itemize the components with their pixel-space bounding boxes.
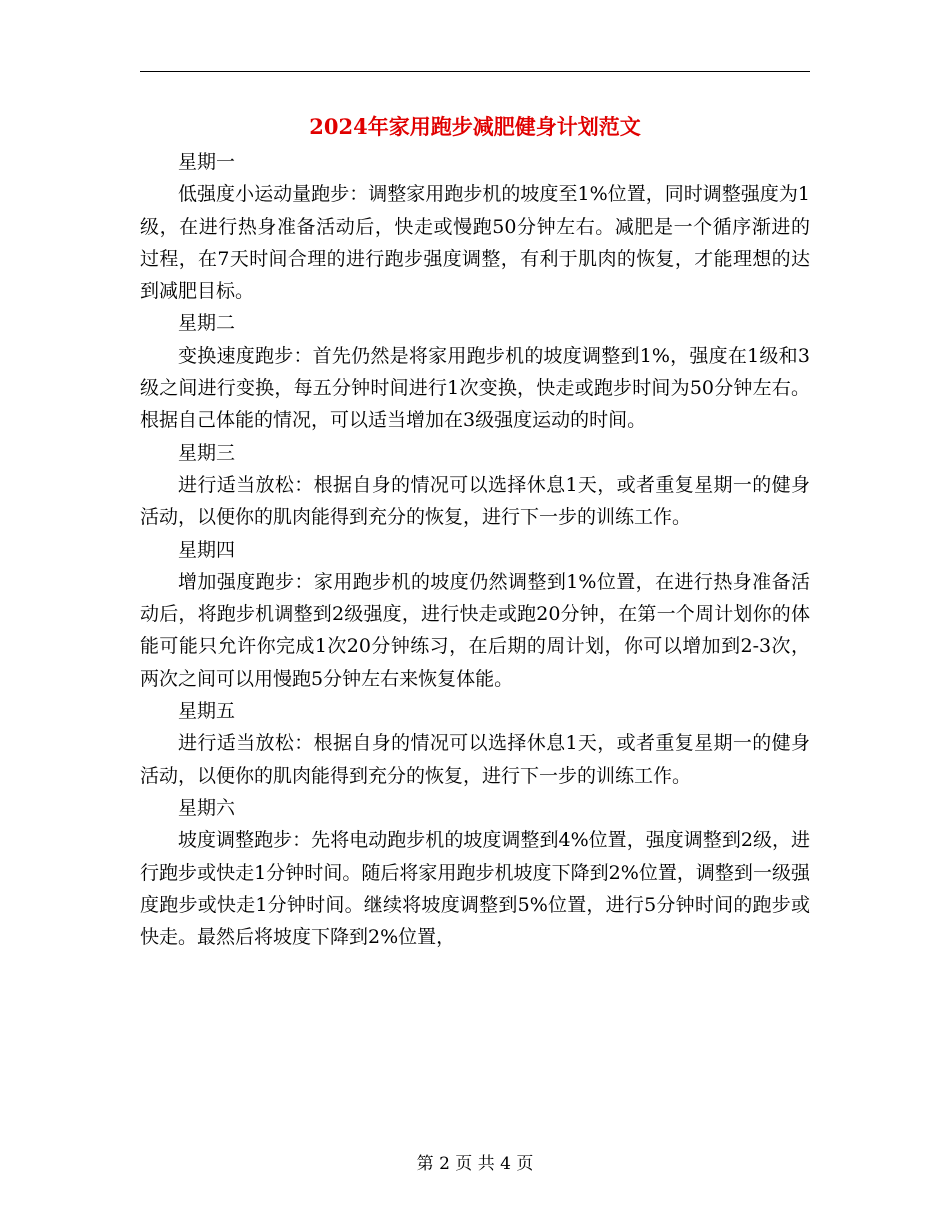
paragraph-friday-heading: 星期五 bbox=[178, 700, 236, 723]
paragraph-tuesday-heading: 星期二 bbox=[178, 312, 236, 335]
paragraph-wednesday-heading: 星期三 bbox=[178, 441, 236, 464]
header-rule bbox=[140, 71, 810, 72]
paragraph-friday-plan: 进行适当放松：根据自身的情况可以选择休息1天，或者重复星期一的健身活动，以便你的肌肉能得到充分的恢复，进行下一步的训练工作。 bbox=[140, 732, 810, 787]
paragraph-monday-plan: 低强度小运动量跑步：调整家用跑步机的坡度至1%位置，同时调整强度为1级，在进行热身准备活动后，快走或慢跑50分钟左右。减肥是一个循序渐进的过程，在7天时间合理的进行跑步强度调整，有利于肌肉的恢复，才能理想的达到减肥目标。 bbox=[140, 183, 810, 303]
paragraph-saturday-heading: 星期六 bbox=[178, 796, 236, 819]
paragraph-saturday-plan: 坡度调整跑步：先将电动跑步机的坡度调整到4%位置，强度调整到2级，进行跑步或快走1分钟时间。随后将家用跑步机坡度下降到2%位置，调整到一级强度跑步或快走1分钟时间。继续将坡度调整到5%位置，进行5分钟时间的跑步或快走。最然后将坡度下降到2%位置， bbox=[140, 829, 810, 949]
page-number-footer: 第 2 页 共 4 页 bbox=[416, 1154, 534, 1174]
document-title: 2024年家用跑步减肥健身计划范文 bbox=[309, 114, 641, 139]
paragraph-tuesday-plan: 变换速度跑步：首先仍然是将家用跑步机的坡度调整到1%，强度在1级和3级之间进行变换，每五分钟时间进行1次变换，快走或跑步时间为50分钟左右。根据自己体能的情况，可以适当增加在3级强度运动的时间。 bbox=[140, 344, 810, 432]
paragraph-thursday-plan: 增加强度跑步：家用跑步机的坡度仍然调整到1%位置，在进行热身准备活动后，将跑步机调整到2级强度，进行快走或跑20分钟，在第一个周计划你的体能可能只允许你完成1次20分钟练习，在后期的周计划，你可以增加到2-3次，两次之间可以用慢跑5分钟左右来恢复体能。 bbox=[140, 570, 810, 690]
paragraph-thursday-heading: 星期四 bbox=[178, 538, 236, 561]
document-body bbox=[140, 146, 810, 953]
paragraph-wednesday-plan: 进行适当放松：根据自身的情况可以选择休息1天，或者重复星期一的健身活动，以便你的肌肉能得到充分的恢复，进行下一步的训练工作。 bbox=[140, 473, 810, 529]
paragraph-monday-heading: 星期一 bbox=[178, 151, 236, 173]
